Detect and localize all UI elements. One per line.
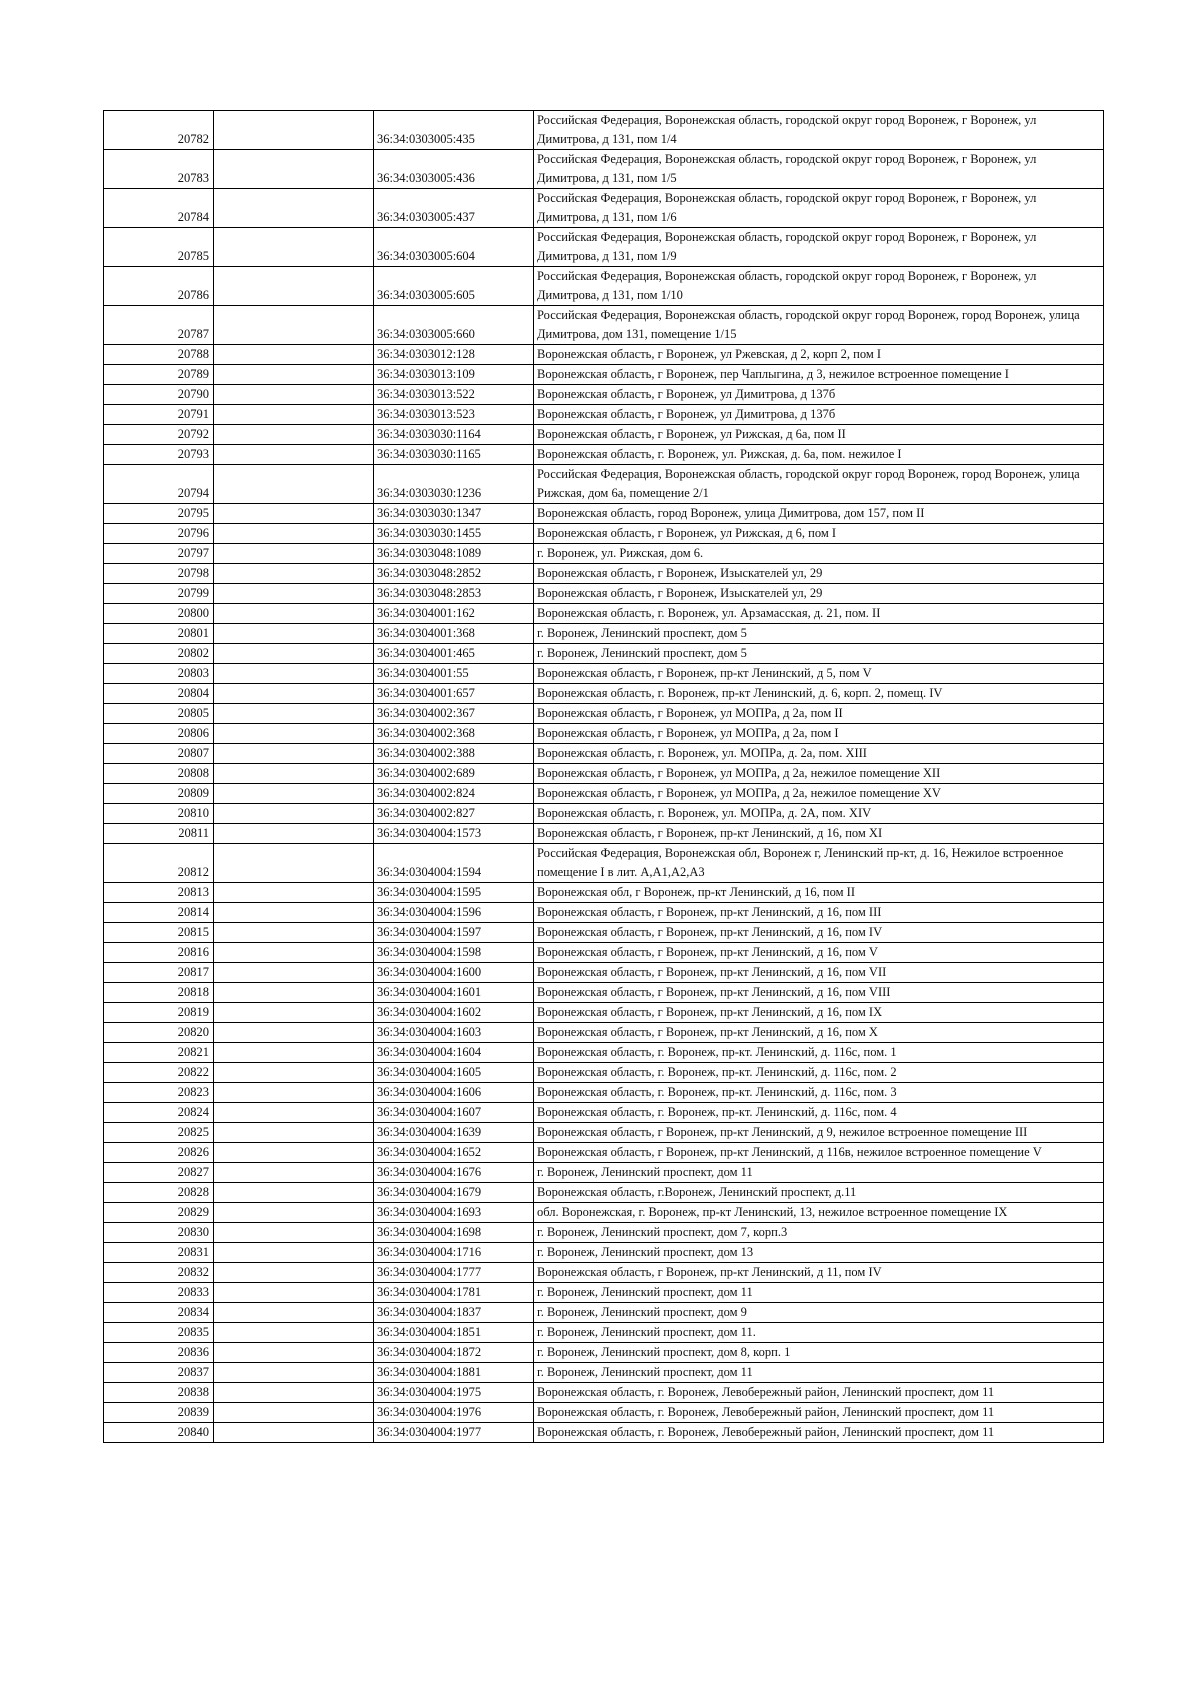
empty-cell bbox=[214, 1143, 374, 1163]
address: Воронежская область, г Воронеж, пр-кт Ленинский, д 116в, нежилое встроенное помещение V bbox=[534, 1143, 1104, 1163]
row-number: 20802 bbox=[104, 644, 214, 664]
address: Воронежская область, г Воронеж, пр-кт Ленинский, д 16, пом VII bbox=[534, 963, 1104, 983]
table-row bbox=[104, 445, 1104, 465]
empty-cell bbox=[214, 267, 374, 306]
cadastral-number: 36:34:0304004:1639 bbox=[374, 1123, 534, 1143]
row-number: 20808 bbox=[104, 764, 214, 784]
row-number: 20834 bbox=[104, 1303, 214, 1323]
address: Воронежская область, г. Воронеж, пр-кт. Ленинский, д. 116с, пом. 4 bbox=[534, 1103, 1104, 1123]
empty-cell bbox=[214, 1283, 374, 1303]
table-row bbox=[104, 150, 1104, 189]
row-number: 20813 bbox=[104, 883, 214, 903]
row-number: 20804 bbox=[104, 684, 214, 704]
cadastral-number: 36:34:0304002:367 bbox=[374, 704, 534, 724]
row-number: 20794 bbox=[104, 465, 214, 504]
empty-cell bbox=[214, 744, 374, 764]
row-number: 20798 bbox=[104, 564, 214, 584]
cadastral-number: 36:34:0304004:1598 bbox=[374, 943, 534, 963]
table-row bbox=[104, 504, 1104, 524]
empty-cell bbox=[214, 764, 374, 784]
table-row bbox=[104, 1103, 1104, 1123]
address: Воронежская область, г Воронеж, Изыскателей ул, 29 bbox=[534, 584, 1104, 604]
address: Российская Федерация, Воронежская область, городской округ город Воронеж, г Воронеж, ул Димитрова, д 131, пом 1/10 bbox=[534, 267, 1104, 306]
row-number: 20797 bbox=[104, 544, 214, 564]
table-row bbox=[104, 903, 1104, 923]
cadastral-number: 36:34:0303048:2852 bbox=[374, 564, 534, 584]
empty-cell bbox=[214, 365, 374, 385]
table-row bbox=[104, 1043, 1104, 1063]
empty-cell bbox=[214, 704, 374, 724]
cadastral-number: 36:34:0303048:2853 bbox=[374, 584, 534, 604]
empty-cell bbox=[214, 425, 374, 445]
empty-cell bbox=[214, 684, 374, 704]
cadastral-number: 36:34:0304004:1781 bbox=[374, 1283, 534, 1303]
cadastral-number: 36:34:0303030:1236 bbox=[374, 465, 534, 504]
empty-cell bbox=[214, 385, 374, 405]
table-row bbox=[104, 1183, 1104, 1203]
address: Воронежская область, г Воронеж, пр-кт Ленинский, д 16, пом IV bbox=[534, 923, 1104, 943]
row-number: 20793 bbox=[104, 445, 214, 465]
table-row bbox=[104, 764, 1104, 784]
cadastral-number: 36:34:0304004:1597 bbox=[374, 923, 534, 943]
address: г. Воронеж, Ленинский проспект, дом 11 bbox=[534, 1363, 1104, 1383]
row-number: 20812 bbox=[104, 844, 214, 883]
table-row bbox=[104, 1023, 1104, 1043]
address: Воронежская область, г Воронеж, ул МОПРа, д 2а, нежилое помещение XV bbox=[534, 784, 1104, 804]
row-number: 20803 bbox=[104, 664, 214, 684]
table-row bbox=[104, 1003, 1104, 1023]
document-page bbox=[103, 110, 1103, 1443]
empty-cell bbox=[214, 465, 374, 504]
address: Воронежская область, г. Воронеж, ул. Рижская, д. 6а, пом. нежилое I bbox=[534, 445, 1104, 465]
address: Российская Федерация, Воронежская область, городской округ город Воронеж, г Воронеж, ул Димитрова, д 131, пом 1/5 bbox=[534, 150, 1104, 189]
cadastral-number: 36:34:0303013:522 bbox=[374, 385, 534, 405]
empty-cell bbox=[214, 1163, 374, 1183]
property-table-body bbox=[104, 111, 1104, 1443]
cadastral-number: 36:34:0304004:1604 bbox=[374, 1043, 534, 1063]
property-table bbox=[103, 110, 1104, 1443]
address: Воронежская область, г Воронеж, ул МОПРа, д 2а, пом I bbox=[534, 724, 1104, 744]
cadastral-number: 36:34:0304004:1607 bbox=[374, 1103, 534, 1123]
row-number: 20822 bbox=[104, 1063, 214, 1083]
table-row bbox=[104, 544, 1104, 564]
address: Воронежская область, г. Воронеж, ул. МОПРа, д. 2а, пом. XIII bbox=[534, 744, 1104, 764]
address: Воронежская область, г. Воронеж, пр-кт. Ленинский, д. 116с, пом. 3 bbox=[534, 1083, 1104, 1103]
row-number: 20840 bbox=[104, 1423, 214, 1443]
table-row bbox=[104, 306, 1104, 345]
empty-cell bbox=[214, 804, 374, 824]
row-number: 20811 bbox=[104, 824, 214, 844]
table-row bbox=[104, 465, 1104, 504]
cadastral-number: 36:34:0304001:465 bbox=[374, 644, 534, 664]
table-row bbox=[104, 744, 1104, 764]
cadastral-number: 36:34:0304004:1777 bbox=[374, 1263, 534, 1283]
address: Воронежская область, г. Воронеж, Левобережный район, Ленинский проспект, дом 11 bbox=[534, 1403, 1104, 1423]
row-number: 20785 bbox=[104, 228, 214, 267]
cadastral-number: 36:34:0304004:1837 bbox=[374, 1303, 534, 1323]
cadastral-number: 36:34:0304004:1851 bbox=[374, 1323, 534, 1343]
empty-cell bbox=[214, 1323, 374, 1343]
table-row bbox=[104, 1423, 1104, 1443]
table-row bbox=[104, 1203, 1104, 1223]
address: Воронежская область, г. Воронеж, пр-кт. Ленинский, д. 116с, пом. 2 bbox=[534, 1063, 1104, 1083]
empty-cell bbox=[214, 824, 374, 844]
cadastral-number: 36:34:0303030:1347 bbox=[374, 504, 534, 524]
empty-cell bbox=[214, 405, 374, 425]
cadastral-number: 36:34:0304001:55 bbox=[374, 664, 534, 684]
row-number: 20835 bbox=[104, 1323, 214, 1343]
address: Российская Федерация, Воронежская область, городской округ город Воронеж, город Воронеж, улица Димитрова, дом 131, помещение 1/15 bbox=[534, 306, 1104, 345]
address: Российская Федерация, Воронежская область, городской округ город Воронеж, г Воронеж, ул Димитрова, д 131, пом 1/4 bbox=[534, 111, 1104, 150]
address: Воронежская область, г Воронеж, пр-кт Ленинский, д 16, пом IX bbox=[534, 1003, 1104, 1023]
table-row bbox=[104, 1403, 1104, 1423]
empty-cell bbox=[214, 724, 374, 744]
cadastral-number: 36:34:0304002:824 bbox=[374, 784, 534, 804]
address: г. Воронеж, Ленинский проспект, дом 11 bbox=[534, 1163, 1104, 1183]
row-number: 20826 bbox=[104, 1143, 214, 1163]
table-row bbox=[104, 1323, 1104, 1343]
cadastral-number: 36:34:0304001:368 bbox=[374, 624, 534, 644]
empty-cell bbox=[214, 883, 374, 903]
empty-cell bbox=[214, 228, 374, 267]
row-number: 20816 bbox=[104, 943, 214, 963]
empty-cell bbox=[214, 943, 374, 963]
table-row bbox=[104, 564, 1104, 584]
row-number: 20833 bbox=[104, 1283, 214, 1303]
empty-cell bbox=[214, 1083, 374, 1103]
cadastral-number: 36:34:0304002:827 bbox=[374, 804, 534, 824]
address: Воронежская область, г Воронеж, пр-кт Ленинский, д 16, пом III bbox=[534, 903, 1104, 923]
row-number: 20830 bbox=[104, 1223, 214, 1243]
empty-cell bbox=[214, 1423, 374, 1443]
row-number: 20805 bbox=[104, 704, 214, 724]
cadastral-number: 36:34:0303005:436 bbox=[374, 150, 534, 189]
row-number: 20809 bbox=[104, 784, 214, 804]
empty-cell bbox=[214, 1403, 374, 1423]
empty-cell bbox=[214, 1063, 374, 1083]
empty-cell bbox=[214, 1203, 374, 1223]
empty-cell bbox=[214, 1183, 374, 1203]
cadastral-number: 36:34:0304002:689 bbox=[374, 764, 534, 784]
address: г. Воронеж, Ленинский проспект, дом 13 bbox=[534, 1243, 1104, 1263]
address: Российская Федерация, Воронежская обл, Воронеж г, Ленинский пр-кт, д. 16, Нежилое встроенное помещение I в лит. А,А1,А2,А3 bbox=[534, 844, 1104, 883]
cadastral-number: 36:34:0303005:437 bbox=[374, 189, 534, 228]
table-row bbox=[104, 844, 1104, 883]
table-row bbox=[104, 704, 1104, 724]
address: Воронежская область, г Воронеж, ул Рижская, д 6, пом I bbox=[534, 524, 1104, 544]
table-row bbox=[104, 883, 1104, 903]
address: Российская Федерация, Воронежская область, городской округ город Воронеж, г Воронеж, ул Димитрова, д 131, пом 1/6 bbox=[534, 189, 1104, 228]
table-row bbox=[104, 963, 1104, 983]
table-row bbox=[104, 624, 1104, 644]
row-number: 20800 bbox=[104, 604, 214, 624]
cadastral-number: 36:34:0303005:435 bbox=[374, 111, 534, 150]
row-number: 20801 bbox=[104, 624, 214, 644]
table-row bbox=[104, 1383, 1104, 1403]
row-number: 20791 bbox=[104, 405, 214, 425]
address: Воронежская область, город Воронеж, улица Димитрова, дом 157, пом II bbox=[534, 504, 1104, 524]
row-number: 20824 bbox=[104, 1103, 214, 1123]
row-number: 20810 bbox=[104, 804, 214, 824]
table-row bbox=[104, 1083, 1104, 1103]
row-number: 20838 bbox=[104, 1383, 214, 1403]
address: обл. Воронежская, г. Воронеж, пр-кт Ленинский, 13, нежилое встроенное помещение IX bbox=[534, 1203, 1104, 1223]
cadastral-number: 36:34:0304004:1573 bbox=[374, 824, 534, 844]
row-number: 20836 bbox=[104, 1343, 214, 1363]
cadastral-number: 36:34:0303013:523 bbox=[374, 405, 534, 425]
cadastral-number: 36:34:0303030:1455 bbox=[374, 524, 534, 544]
address: Воронежская область, г Воронеж, ул Димитрова, д 137б bbox=[534, 405, 1104, 425]
address: Воронежская область, г. Воронеж, пр-кт. Ленинский, д. 116с, пом. 1 bbox=[534, 1043, 1104, 1063]
row-number: 20831 bbox=[104, 1243, 214, 1263]
address: Воронежская область, г. Воронеж, пр-кт Ленинский, д. 6, корп. 2, помещ. IV bbox=[534, 684, 1104, 704]
cadastral-number: 36:34:0304004:1652 bbox=[374, 1143, 534, 1163]
address: Воронежская обл, г Воронеж, пр-кт Ленинский, д 16, пом II bbox=[534, 883, 1104, 903]
empty-cell bbox=[214, 150, 374, 189]
row-number: 20788 bbox=[104, 345, 214, 365]
row-number: 20829 bbox=[104, 1203, 214, 1223]
table-row bbox=[104, 345, 1104, 365]
row-number: 20825 bbox=[104, 1123, 214, 1143]
table-row bbox=[104, 1063, 1104, 1083]
empty-cell bbox=[214, 1223, 374, 1243]
address: Воронежская область, г Воронеж, пр-кт Ленинский, д 9, нежилое встроенное помещение III bbox=[534, 1123, 1104, 1143]
row-number: 20786 bbox=[104, 267, 214, 306]
table-row bbox=[104, 425, 1104, 445]
table-row bbox=[104, 1143, 1104, 1163]
address: Воронежская область, г. Воронеж, Левобережный район, Ленинский проспект, дом 11 bbox=[534, 1423, 1104, 1443]
cadastral-number: 36:34:0304004:1872 bbox=[374, 1343, 534, 1363]
row-number: 20783 bbox=[104, 150, 214, 189]
empty-cell bbox=[214, 644, 374, 664]
row-number: 20790 bbox=[104, 385, 214, 405]
table-row bbox=[104, 524, 1104, 544]
address: Воронежская область, г. Воронеж, ул. МОПРа, д. 2А, пом. XIV bbox=[534, 804, 1104, 824]
cadastral-number: 36:34:0304002:368 bbox=[374, 724, 534, 744]
cadastral-number: 36:34:0304004:1603 bbox=[374, 1023, 534, 1043]
address: Воронежская область, г Воронеж, ул Димитрова, д 137б bbox=[534, 385, 1104, 405]
address: Российская Федерация, Воронежская область, городской округ город Воронеж, г Воронеж, ул Димитрова, д 131, пом 1/9 bbox=[534, 228, 1104, 267]
empty-cell bbox=[214, 111, 374, 150]
address: Воронежская область, г Воронеж, ул Ржевская, д 2, корп 2, пом I bbox=[534, 345, 1104, 365]
row-number: 20789 bbox=[104, 365, 214, 385]
row-number: 20827 bbox=[104, 1163, 214, 1183]
cadastral-number: 36:34:0304004:1605 bbox=[374, 1063, 534, 1083]
empty-cell bbox=[214, 903, 374, 923]
table-row bbox=[104, 584, 1104, 604]
cadastral-number: 36:34:0304001:162 bbox=[374, 604, 534, 624]
empty-cell bbox=[214, 1103, 374, 1123]
row-number: 20799 bbox=[104, 584, 214, 604]
row-number: 20818 bbox=[104, 983, 214, 1003]
cadastral-number: 36:34:0304004:1976 bbox=[374, 1403, 534, 1423]
table-row bbox=[104, 365, 1104, 385]
address: г. Воронеж, Ленинский проспект, дом 7, корп.3 bbox=[534, 1223, 1104, 1243]
row-number: 20784 bbox=[104, 189, 214, 228]
cadastral-number: 36:34:0304004:1676 bbox=[374, 1163, 534, 1183]
empty-cell bbox=[214, 963, 374, 983]
address: Воронежская область, г Воронеж, пр-кт Ленинский, д 11, пом IV bbox=[534, 1263, 1104, 1283]
empty-cell bbox=[214, 844, 374, 883]
table-row bbox=[104, 604, 1104, 624]
row-number: 20819 bbox=[104, 1003, 214, 1023]
address: Воронежская область, г Воронеж, ул МОПРа, д 2а, пом II bbox=[534, 704, 1104, 724]
empty-cell bbox=[214, 624, 374, 644]
row-number: 20815 bbox=[104, 923, 214, 943]
address: Воронежская область, г Воронеж, ул МОПРа, д 2а, нежилое помещение XII bbox=[534, 764, 1104, 784]
row-number: 20832 bbox=[104, 1263, 214, 1283]
empty-cell bbox=[214, 1043, 374, 1063]
cadastral-number: 36:34:0303013:109 bbox=[374, 365, 534, 385]
table-row bbox=[104, 724, 1104, 744]
address: г. Воронеж, ул. Рижская, дом 6. bbox=[534, 544, 1104, 564]
table-row bbox=[104, 824, 1104, 844]
row-number: 20828 bbox=[104, 1183, 214, 1203]
empty-cell bbox=[214, 445, 374, 465]
row-number: 20817 bbox=[104, 963, 214, 983]
cadastral-number: 36:34:0304001:657 bbox=[374, 684, 534, 704]
row-number: 20806 bbox=[104, 724, 214, 744]
row-number: 20792 bbox=[104, 425, 214, 445]
table-row bbox=[104, 1283, 1104, 1303]
table-row bbox=[104, 664, 1104, 684]
empty-cell bbox=[214, 524, 374, 544]
cadastral-number: 36:34:0304004:1602 bbox=[374, 1003, 534, 1023]
address: Воронежская область, г.Воронеж, Ленинский проспект, д.11 bbox=[534, 1183, 1104, 1203]
table-row bbox=[104, 684, 1104, 704]
cadastral-number: 36:34:0303030:1165 bbox=[374, 445, 534, 465]
table-row bbox=[104, 1343, 1104, 1363]
row-number: 20795 bbox=[104, 504, 214, 524]
empty-cell bbox=[214, 983, 374, 1003]
empty-cell bbox=[214, 189, 374, 228]
table-row bbox=[104, 784, 1104, 804]
cadastral-number: 36:34:0304004:1600 bbox=[374, 963, 534, 983]
empty-cell bbox=[214, 1303, 374, 1323]
address: г. Воронеж, Ленинский проспект, дом 8, корп. 1 bbox=[534, 1343, 1104, 1363]
row-number: 20821 bbox=[104, 1043, 214, 1063]
empty-cell bbox=[214, 306, 374, 345]
cadastral-number: 36:34:0304004:1716 bbox=[374, 1243, 534, 1263]
table-row bbox=[104, 267, 1104, 306]
address: Воронежская область, г. Воронеж, Левобережный район, Ленинский проспект, дом 11 bbox=[534, 1383, 1104, 1403]
empty-cell bbox=[214, 604, 374, 624]
table-row bbox=[104, 923, 1104, 943]
cadastral-number: 36:34:0304004:1595 bbox=[374, 883, 534, 903]
table-row bbox=[104, 1223, 1104, 1243]
cadastral-number: 36:34:0304004:1594 bbox=[374, 844, 534, 883]
row-number: 20787 bbox=[104, 306, 214, 345]
table-row bbox=[104, 1243, 1104, 1263]
table-row bbox=[104, 1263, 1104, 1283]
address: Воронежская область, г Воронеж, ул Рижская, д 6а, пом II bbox=[534, 425, 1104, 445]
empty-cell bbox=[214, 1243, 374, 1263]
cadastral-number: 36:34:0304004:1679 bbox=[374, 1183, 534, 1203]
row-number: 20814 bbox=[104, 903, 214, 923]
empty-cell bbox=[214, 504, 374, 524]
table-row bbox=[104, 1303, 1104, 1323]
empty-cell bbox=[214, 564, 374, 584]
cadastral-number: 36:34:0304004:1881 bbox=[374, 1363, 534, 1383]
row-number: 20782 bbox=[104, 111, 214, 150]
row-number: 20807 bbox=[104, 744, 214, 764]
table-row bbox=[104, 405, 1104, 425]
table-row bbox=[104, 943, 1104, 963]
address: Воронежская область, г Воронеж, пр-кт Ленинский, д 16, пом V bbox=[534, 943, 1104, 963]
empty-cell bbox=[214, 1023, 374, 1043]
cadastral-number: 36:34:0304004:1698 bbox=[374, 1223, 534, 1243]
cadastral-number: 36:34:0303005:604 bbox=[374, 228, 534, 267]
cadastral-number: 36:34:0303012:128 bbox=[374, 345, 534, 365]
empty-cell bbox=[214, 1383, 374, 1403]
empty-cell bbox=[214, 1363, 374, 1383]
table-row bbox=[104, 189, 1104, 228]
address: Воронежская область, г Воронеж, пер Чаплыгина, д 3, нежилое встроенное помещение I bbox=[534, 365, 1104, 385]
empty-cell bbox=[214, 664, 374, 684]
table-row bbox=[104, 111, 1104, 150]
empty-cell bbox=[214, 1123, 374, 1143]
cadastral-number: 36:34:0304004:1601 bbox=[374, 983, 534, 1003]
address: Воронежская область, г Воронеж, пр-кт Ленинский, д 16, пом X bbox=[534, 1023, 1104, 1043]
cadastral-number: 36:34:0304004:1596 bbox=[374, 903, 534, 923]
address: Воронежская область, г Воронеж, пр-кт Ленинский, д 16, пом XI bbox=[534, 824, 1104, 844]
address: Российская Федерация, Воронежская область, городской округ город Воронеж, город Воронеж, улица Рижская, дом 6а, помещение 2/1 bbox=[534, 465, 1104, 504]
table-row bbox=[104, 1123, 1104, 1143]
address: Воронежская область, г Воронеж, пр-кт Ленинский, д 16, пом VIII bbox=[534, 983, 1104, 1003]
address: г. Воронеж, Ленинский проспект, дом 5 bbox=[534, 644, 1104, 664]
address: Воронежская область, г Воронеж, Изыскателей ул, 29 bbox=[534, 564, 1104, 584]
row-number: 20837 bbox=[104, 1363, 214, 1383]
empty-cell bbox=[214, 345, 374, 365]
address: Воронежская область, г Воронеж, пр-кт Ленинский, д 5, пом V bbox=[534, 664, 1104, 684]
table-row bbox=[104, 1363, 1104, 1383]
empty-cell bbox=[214, 1343, 374, 1363]
row-number: 20820 bbox=[104, 1023, 214, 1043]
cadastral-number: 36:34:0304004:1977 bbox=[374, 1423, 534, 1443]
empty-cell bbox=[214, 923, 374, 943]
cadastral-number: 36:34:0304002:388 bbox=[374, 744, 534, 764]
empty-cell bbox=[214, 1003, 374, 1023]
cadastral-number: 36:34:0304004:1606 bbox=[374, 1083, 534, 1103]
address: Воронежская область, г. Воронеж, ул. Арзамасская, д. 21, пом. II bbox=[534, 604, 1104, 624]
row-number: 20823 bbox=[104, 1083, 214, 1103]
address: г. Воронеж, Ленинский проспект, дом 11 bbox=[534, 1283, 1104, 1303]
cadastral-number: 36:34:0304004:1975 bbox=[374, 1383, 534, 1403]
table-row bbox=[104, 385, 1104, 405]
table-row bbox=[104, 644, 1104, 664]
address: г. Воронеж, Ленинский проспект, дом 9 bbox=[534, 1303, 1104, 1323]
table-row bbox=[104, 983, 1104, 1003]
cadastral-number: 36:34:0304004:1693 bbox=[374, 1203, 534, 1223]
empty-cell bbox=[214, 584, 374, 604]
table-row bbox=[104, 1163, 1104, 1183]
empty-cell bbox=[214, 1263, 374, 1283]
empty-cell bbox=[214, 784, 374, 804]
address: г. Воронеж, Ленинский проспект, дом 5 bbox=[534, 624, 1104, 644]
address: г. Воронеж, Ленинский проспект, дом 11. bbox=[534, 1323, 1104, 1343]
cadastral-number: 36:34:0303030:1164 bbox=[374, 425, 534, 445]
cadastral-number: 36:34:0303005:660 bbox=[374, 306, 534, 345]
row-number: 20839 bbox=[104, 1403, 214, 1423]
table-row bbox=[104, 804, 1104, 824]
cadastral-number: 36:34:0303048:1089 bbox=[374, 544, 534, 564]
cadastral-number: 36:34:0303005:605 bbox=[374, 267, 534, 306]
empty-cell bbox=[214, 544, 374, 564]
row-number: 20796 bbox=[104, 524, 214, 544]
table-row bbox=[104, 228, 1104, 267]
